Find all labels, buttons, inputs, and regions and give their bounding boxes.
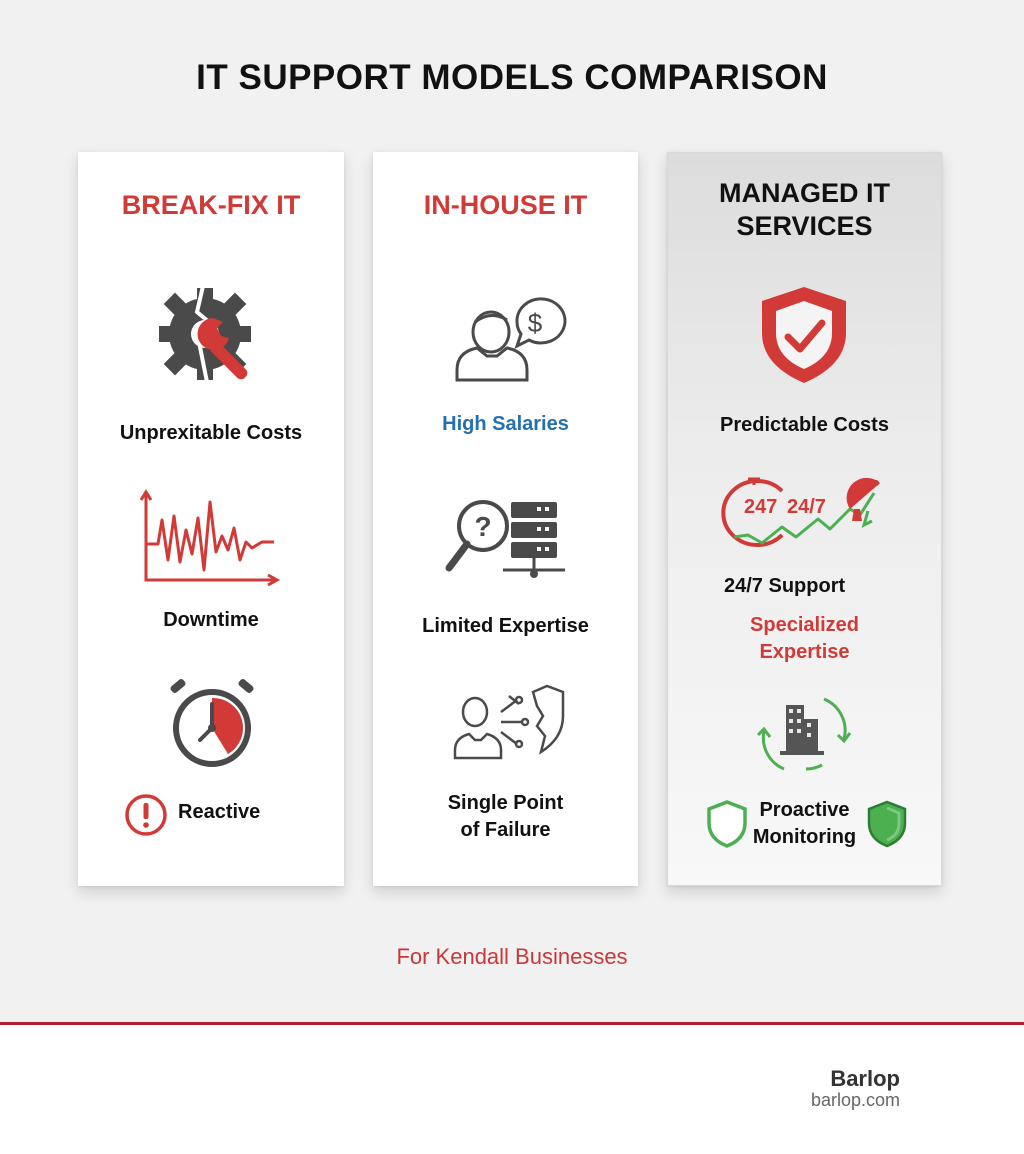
predictable-costs-label: Predictable Costs — [720, 414, 889, 436]
magnifier-server-icon — [443, 498, 569, 602]
shield-filled-icon — [866, 799, 908, 849]
specialized-label-2: Expertise — [759, 641, 850, 663]
erratic-line-chart-icon — [140, 490, 280, 588]
break-fix-title: BREAK-FIX IT — [121, 190, 301, 220]
high-salaries-label: High Salaries — [442, 413, 569, 435]
in-house-card — [373, 152, 638, 886]
managed-title-line2: SERVICES — [736, 211, 873, 241]
svg-text:?: ? — [474, 511, 492, 542]
shield-check-icon — [756, 283, 852, 387]
single-point-label-1: Single Point — [447, 792, 564, 814]
brand-url[interactable]: barlop.com — [810, 1090, 900, 1110]
limited-expertise-label: Limited Expertise — [422, 615, 589, 637]
in-house-title: IN-HOUSE IT — [423, 190, 588, 220]
managed-title-line1: MANAGED IT — [719, 178, 890, 208]
subtitle: For Kendall Businesses — [396, 944, 628, 969]
page-title: IT SUPPORT MODELS COMPARISON — [196, 58, 828, 97]
specialized-label-1: Specialized — [750, 614, 859, 636]
warning-circle-icon — [124, 793, 168, 837]
managed-it-card — [667, 152, 942, 886]
building-cycle-icon — [756, 691, 852, 775]
person-broken-shield-icon — [453, 682, 567, 762]
proactive-label-2: Monitoring — [752, 826, 857, 848]
broken-gear-wrench-icon — [153, 282, 273, 392]
unpredictable-costs-label: Unprexitable Costs — [119, 422, 303, 444]
brand-name: Barlop — [830, 1066, 900, 1091]
reactive-label: Reactive — [178, 801, 261, 823]
person-dollar-icon — [453, 278, 563, 382]
stopwatch-icon — [166, 678, 258, 770]
break-fix-card — [78, 152, 344, 886]
single-point-label-2: of Failure — [460, 819, 551, 841]
clock-text: 247 — [744, 496, 778, 518]
downtime-label: Downtime — [163, 609, 259, 631]
support-label: 24/7 Support — [724, 575, 846, 597]
proactive-label-1: Proactive — [759, 799, 850, 821]
svg-text:$: $ — [527, 308, 543, 338]
badge-text: 24/7 — [787, 496, 826, 518]
